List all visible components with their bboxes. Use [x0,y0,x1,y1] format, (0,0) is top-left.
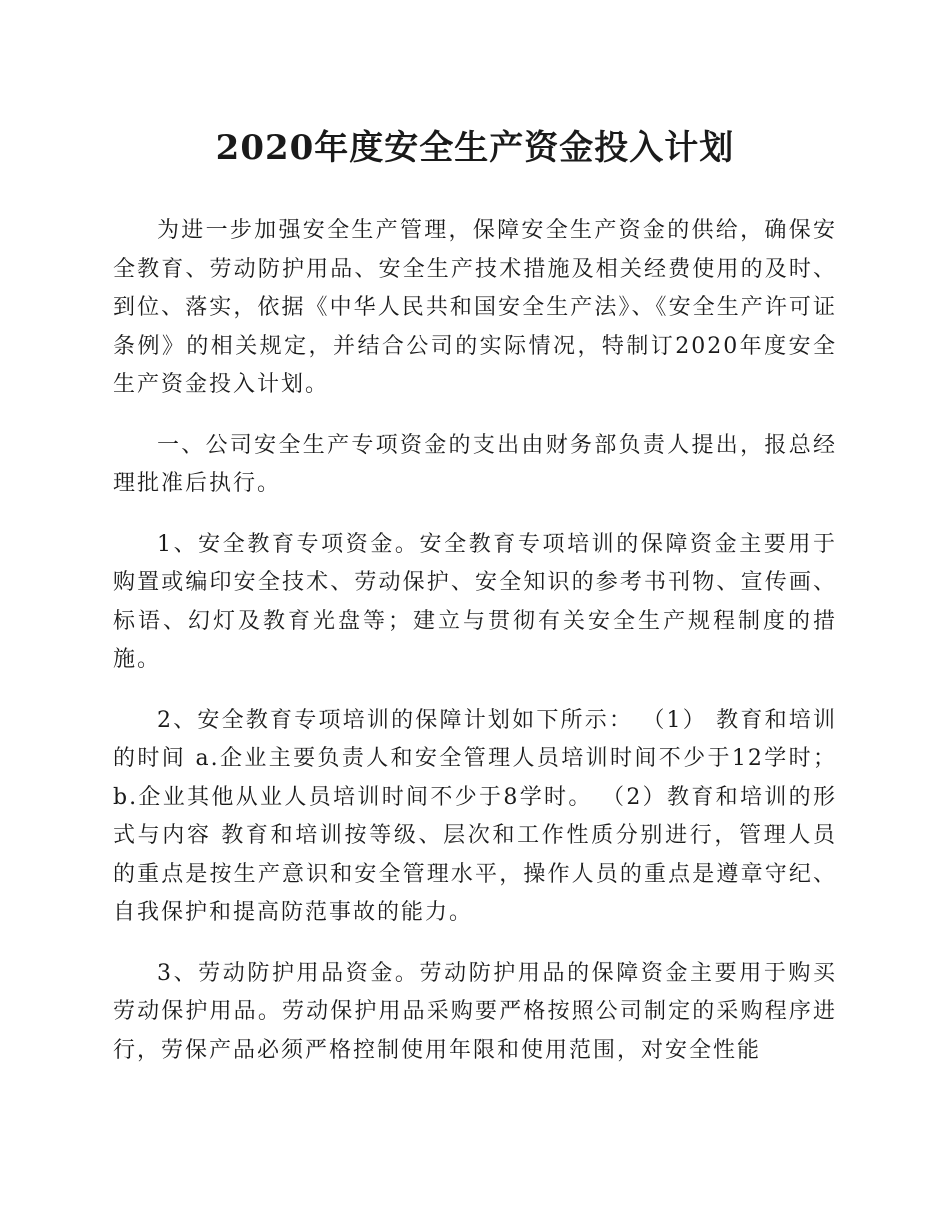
paragraph-item-3: 3、劳动防护用品资金。劳动防护用品的保障资金主要用于购买劳动保护用品。劳动保护用品采购要严格按照公司制定的采购程序进行，劳保产品必须严格控制使用年限和使用范围，对安全性能 [113,960,837,1063]
paragraph-item-1: 1、安全教育专项资金。安全教育专项培训的保障资金主要用于购置或编印安全技术、劳动保护、安全知识的参考书刊物、宣传画、标语、幻灯及教育光盘等；建立与贯彻有关安全生产规程制度的措施。 [113,531,837,672]
paragraph-section-1: 一、公司安全生产专项资金的支出由财务部负责人提出，报总经理批准后执行。 [113,432,837,496]
paragraph-item-2: 2、安全教育专项培训的保障计划如下所示： （1） 教育和培训的时间 a.企业主要负责人和安全管理人员培训时间不少于12学时； b.企业其他从业人员培训时间不少于8学时。 （2）教育和培训的形式与内容 教育和培训按等级、层次和工作性质分别进行，管理人员的重点是按生产意识和安全管理水平，操作人员的重点是遵章守纪、自我保护和提高防范事故的能力。 [113,707,837,925]
paragraph-intro: 为进一步加强安全生产管理，保障安全生产资金的供给，确保安全教育、劳动防护用品、安全生产技术措施及相关经费使用的及时、到位、落实，依据《中华人民共和国安全生产法》、《安全生产许可证条例》的相关规定，并结合公司的实际情况，特制订2020年度安全生产资金投入计划。 [113,218,837,397]
document-title: 2020年度安全生产资金投入计划 [215,128,735,168]
document-body [113,212,837,1092]
